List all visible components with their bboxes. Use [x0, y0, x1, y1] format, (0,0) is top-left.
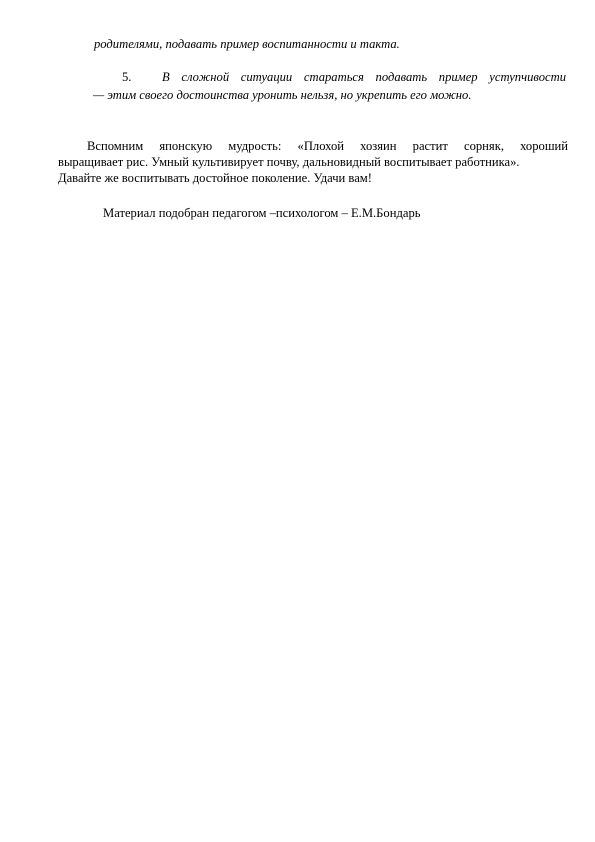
list-item-5-line-1: В сложной ситуации стараться подавать пример уступчивости	[162, 70, 566, 84]
closing-paragraph-row-1: Вспомним японскую мудрость: «Плохой хозяин растит сорняк, хороший	[87, 139, 568, 153]
list-item-5-line-2: — этим своего достоинства уронить нельзя, но укрепить его можно.	[93, 88, 472, 102]
list-item-number: 5.	[122, 70, 132, 84]
closing-paragraph-row-2: выращивает рис. Умный культивирует почву, дальновидный воспитывает работника».	[58, 155, 520, 169]
list-continuation-line: родителями, подавать пример воспитанности и такта.	[94, 37, 400, 51]
closing-paragraph-row-3: Давайте же воспитывать достойное поколение. Удачи вам!	[58, 171, 372, 185]
author-signature-line: Материал подобран педагогом –психологом – Е.М.Бондарь	[103, 206, 421, 220]
closing-paragraph	[58, 138, 568, 186]
